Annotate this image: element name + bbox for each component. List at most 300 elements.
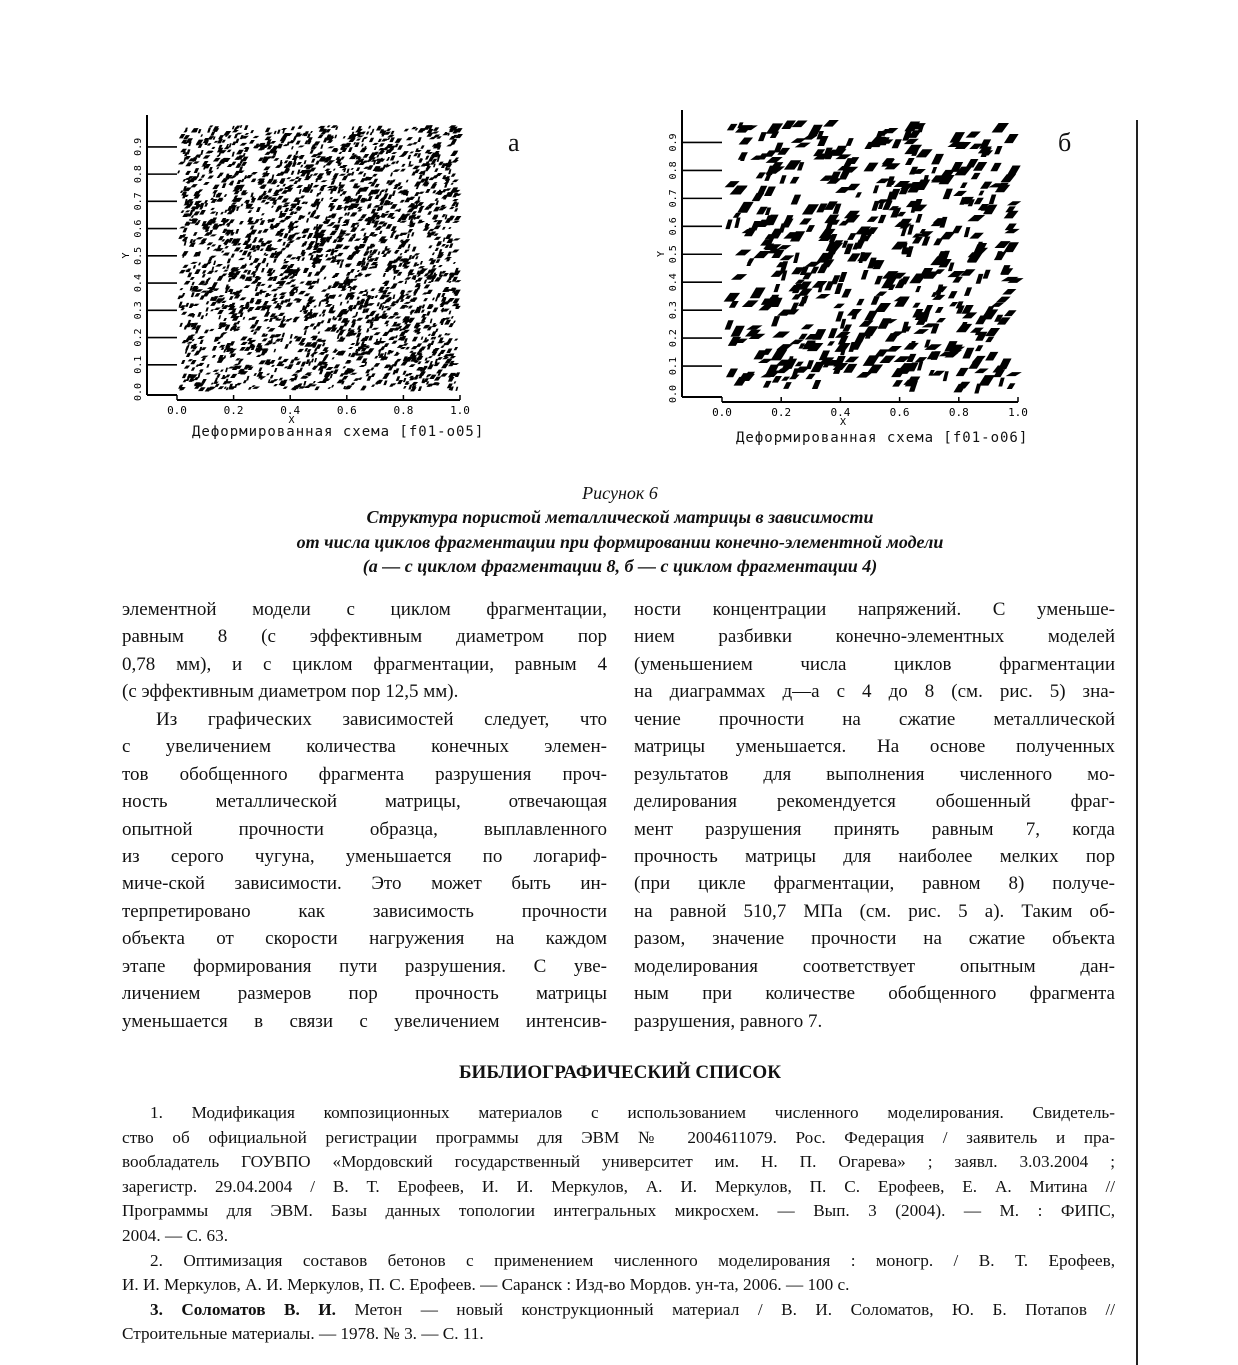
pore (266, 327, 270, 329)
pore (271, 365, 275, 367)
pore (330, 222, 336, 224)
pore (321, 289, 328, 291)
pore (428, 203, 436, 206)
pore (985, 352, 998, 361)
pore (289, 279, 296, 281)
pore (184, 365, 190, 368)
pore (249, 140, 255, 144)
pore (448, 169, 451, 174)
x-tick-label: 0.6 (336, 404, 357, 417)
panel-label-b: б (1058, 128, 1072, 157)
text-line: матрицы уменьшается. На основе полученных (634, 736, 1115, 758)
pore (366, 132, 369, 135)
pore (892, 380, 903, 386)
pore (283, 387, 288, 389)
pore (218, 315, 221, 319)
pore (731, 326, 745, 337)
pore (212, 346, 217, 351)
pore (405, 295, 412, 298)
pore (867, 217, 879, 222)
pore (316, 153, 324, 156)
pore (408, 255, 412, 260)
plot-svg (115, 115, 475, 425)
pore (342, 246, 350, 250)
pore (952, 277, 963, 283)
text-line: личением размеров пор прочность матрицы (122, 983, 607, 1005)
pore (440, 373, 448, 376)
pore (400, 362, 407, 366)
pore (432, 265, 436, 268)
pore (776, 344, 793, 349)
pore (206, 262, 212, 264)
pore (975, 345, 983, 351)
y-tick-label: 0.5 (668, 245, 679, 264)
pore (989, 194, 997, 204)
pore (236, 150, 244, 155)
pore (273, 294, 277, 298)
pore (769, 229, 784, 239)
pore (434, 237, 442, 240)
pore (207, 247, 211, 250)
pore (422, 340, 429, 342)
pore (265, 132, 273, 135)
pore (428, 229, 435, 231)
pore (956, 368, 969, 376)
pore (195, 237, 203, 239)
panel-b-title: Деформированная схема [f01-o06] (736, 430, 1029, 446)
pore (306, 218, 309, 222)
pore (316, 205, 319, 209)
pore (318, 302, 321, 307)
pore (339, 174, 347, 176)
pore (437, 357, 443, 360)
pore (219, 345, 226, 348)
pore (737, 202, 754, 213)
pore (182, 251, 189, 256)
pore (266, 263, 269, 267)
pore (432, 253, 435, 256)
text-line: разрушения, равного 7. (634, 1010, 823, 1032)
pore (223, 270, 229, 272)
pore (726, 368, 738, 377)
pore (363, 251, 370, 255)
pore (246, 352, 252, 355)
pore (416, 186, 419, 189)
pore (325, 304, 333, 307)
y-tick-label: 0.3 (668, 301, 679, 320)
pore (219, 334, 224, 337)
text-line: ность металлической матрицы, отвечающая (122, 791, 607, 813)
pore (351, 323, 356, 328)
x-axis-label: X (288, 415, 295, 426)
pore (277, 196, 284, 200)
pore (212, 282, 218, 287)
y-tick-label: 0.7 (668, 189, 679, 208)
pore (407, 165, 414, 167)
pore (277, 130, 281, 134)
pore (343, 136, 346, 138)
pore (307, 349, 312, 352)
pore (425, 166, 431, 169)
pore (186, 149, 190, 154)
pore (453, 262, 456, 264)
text-line: Программы для ЭВМ. Базы данных топологии интегральных микросхем. — Вып. 3 (2004). — М. : ФИПС, (122, 1201, 1115, 1221)
pore (781, 377, 790, 381)
pore (282, 205, 290, 207)
text-line: вообладатель ГОУВПО «Мордовский государственный университет им. Н. П. Огарева» ; заявл. 3.03.2004 ; (122, 1152, 1115, 1172)
pore (260, 220, 266, 225)
pore (218, 135, 224, 139)
pore (378, 139, 382, 142)
pore (299, 281, 305, 283)
pore (444, 183, 448, 188)
pore (731, 274, 747, 280)
pore (199, 210, 206, 215)
pore (448, 323, 454, 327)
pore (802, 204, 819, 214)
pore (212, 355, 217, 358)
text-line: прочность матрицы для наиболее мелких пор (634, 845, 1115, 867)
pore (369, 138, 374, 142)
pore (270, 338, 273, 342)
pore (267, 285, 272, 288)
pore (399, 332, 406, 337)
pore (425, 189, 430, 193)
pore (293, 233, 301, 235)
pore (217, 342, 221, 344)
x-tick-label: 0.8 (393, 404, 414, 417)
pore (974, 198, 984, 205)
pore (225, 368, 228, 373)
pore (291, 171, 295, 175)
pore (385, 287, 390, 289)
pore (418, 266, 425, 268)
pore (791, 138, 807, 143)
pore (222, 183, 227, 188)
pore (801, 324, 814, 329)
pore (224, 387, 227, 389)
pore (790, 177, 800, 184)
pore (241, 179, 245, 182)
pore (342, 176, 348, 181)
pore (191, 215, 194, 217)
pore (350, 227, 358, 232)
pore (206, 242, 213, 245)
pore (428, 356, 433, 358)
pore (283, 261, 290, 263)
pore (346, 272, 351, 276)
pore (859, 321, 874, 327)
pore (297, 349, 304, 352)
pore (263, 301, 269, 305)
pore (190, 277, 195, 280)
pore (293, 375, 298, 380)
pore (931, 154, 944, 164)
pore (892, 139, 902, 148)
text-line: из серого чугуна, уменьшается по логариф- (122, 845, 607, 867)
pore (215, 384, 220, 387)
text-line: мент разрушения принять равным 7, когда (634, 818, 1115, 840)
pore (998, 378, 1004, 387)
pore (217, 175, 221, 178)
pore (271, 298, 278, 301)
bib-item-3-author: 3. Соломатов В. И. (150, 1299, 336, 1319)
pore (333, 169, 336, 171)
pore (413, 253, 420, 255)
pore (416, 278, 423, 282)
pore (275, 210, 279, 212)
pore (264, 202, 270, 204)
pore (236, 321, 240, 323)
pore (364, 274, 372, 277)
text-line: (с эффективным диаметром пор 12,5 мм). (122, 681, 459, 703)
pore (342, 376, 349, 380)
pore (393, 294, 396, 299)
y-tick-label: 0.7 (133, 192, 144, 211)
pore (336, 330, 340, 333)
pore (414, 192, 419, 196)
pore (181, 210, 185, 212)
pore (733, 213, 742, 218)
x-axis-label: X (840, 417, 847, 428)
pore (964, 287, 972, 296)
pore (445, 245, 450, 248)
pore (203, 155, 211, 158)
pore (415, 256, 418, 259)
pore (304, 177, 311, 180)
pore (439, 350, 446, 354)
pore (260, 218, 263, 220)
pore (387, 135, 395, 138)
pore (432, 298, 435, 301)
pore (198, 263, 201, 266)
pore (1004, 134, 1019, 143)
pore (255, 287, 258, 291)
pore (373, 223, 378, 227)
pore (253, 373, 257, 376)
pore (983, 270, 991, 279)
pore (323, 356, 328, 360)
pore (431, 325, 437, 328)
pore (348, 147, 353, 152)
pore (191, 367, 195, 370)
pore (449, 243, 453, 248)
pore (385, 298, 393, 301)
pore (404, 129, 409, 132)
pore (357, 270, 360, 272)
pore (791, 303, 799, 310)
pore (281, 190, 289, 194)
pore (307, 212, 310, 215)
y-tick-label: 0.3 (133, 301, 144, 320)
pore (197, 220, 201, 222)
pore (227, 211, 234, 215)
pore (357, 207, 363, 209)
pore (194, 293, 200, 296)
pore (207, 175, 214, 178)
pore (296, 162, 302, 165)
pore (339, 194, 342, 196)
pore (779, 255, 794, 260)
pore (419, 206, 425, 209)
pore (433, 207, 440, 212)
pore (177, 170, 180, 173)
pore (391, 341, 397, 344)
pore (358, 171, 364, 174)
pore (386, 251, 392, 254)
text-line: 0,78 мм), и с циклом фрагментации, равным 4 (122, 653, 607, 675)
pore (204, 330, 209, 334)
pore (885, 333, 900, 342)
pore (250, 225, 255, 229)
pore (232, 130, 239, 132)
pore (758, 305, 774, 311)
pore (430, 319, 433, 324)
x-tick-label: 0.4 (280, 404, 301, 417)
pore (417, 361, 421, 364)
pore (949, 302, 958, 306)
pore (454, 216, 462, 220)
pore (213, 193, 216, 197)
pore (239, 297, 246, 300)
pore (197, 336, 205, 339)
text-line: уменьшается в связи с увеличением интенсив- (122, 1010, 607, 1032)
pore (254, 320, 259, 324)
pore-field (177, 125, 463, 391)
pore (431, 331, 437, 336)
pore (295, 237, 301, 240)
pore (831, 275, 841, 284)
pore (725, 320, 734, 329)
pore (725, 219, 732, 229)
pore (295, 141, 300, 145)
pore (223, 349, 226, 352)
pore (390, 156, 395, 161)
y-tick-label: 0.1 (668, 357, 679, 376)
pore (368, 254, 374, 256)
pore (442, 214, 446, 217)
pore (245, 133, 250, 135)
pore (331, 385, 334, 388)
pore (879, 356, 896, 363)
pore (405, 280, 408, 284)
caption-line: (а — с циклом фрагментации 8, б — с циклом фрагментации 4) (362, 556, 878, 576)
pore (240, 265, 248, 269)
figure-number: Рисунок 6 (582, 483, 658, 503)
pore (179, 288, 183, 290)
pore (390, 234, 394, 238)
pore (915, 214, 922, 223)
pore (239, 221, 244, 224)
pore (409, 364, 416, 367)
pore (312, 352, 319, 354)
pore (253, 278, 259, 283)
pore (795, 143, 811, 148)
pore (1007, 383, 1016, 389)
pore (429, 137, 437, 139)
pore (372, 143, 379, 145)
pore (333, 369, 339, 373)
pore (765, 168, 783, 174)
pore (210, 302, 217, 306)
pore (236, 180, 241, 184)
pore (278, 313, 285, 316)
pore (399, 155, 407, 157)
figure-panel-b (656, 112, 1040, 432)
text-line: 2004. — С. 63. (122, 1225, 228, 1245)
y-tick-label: 0.8 (133, 165, 144, 184)
pore (206, 364, 209, 367)
pore (320, 180, 327, 182)
pore (286, 303, 294, 307)
pore (249, 263, 254, 266)
pore (904, 145, 922, 154)
y-axis-label: Y (656, 250, 667, 257)
pore (205, 373, 211, 375)
pore (244, 285, 251, 288)
pore (379, 143, 385, 146)
pore (450, 153, 457, 156)
pore (179, 270, 186, 274)
pore (779, 175, 786, 183)
pore (905, 158, 915, 165)
pore (363, 173, 366, 176)
pore (402, 371, 406, 375)
pore (391, 226, 397, 231)
pore (361, 144, 364, 147)
pore (451, 173, 456, 176)
pore (390, 204, 398, 209)
pore (289, 211, 294, 215)
pore (360, 214, 367, 218)
pore (323, 165, 326, 167)
text-line: Из графических зависимостей следует, что (156, 708, 607, 730)
pore (332, 350, 338, 353)
pore (854, 333, 867, 343)
pore (384, 321, 389, 324)
pore (202, 270, 207, 273)
pore (299, 310, 302, 312)
pore (319, 314, 322, 316)
pore (985, 337, 994, 342)
pore (284, 344, 289, 349)
pore (209, 256, 217, 258)
pore (356, 356, 364, 360)
pore (752, 193, 765, 201)
pore (935, 307, 944, 313)
pore (198, 242, 206, 244)
pore (356, 138, 361, 140)
pore (923, 305, 933, 313)
pore (391, 283, 398, 288)
text-line: объекта от скорости нагружения на каждом (122, 928, 607, 950)
pore (356, 318, 363, 321)
pore (383, 273, 386, 277)
pore (263, 167, 270, 171)
pore (327, 387, 331, 389)
pore (339, 373, 344, 376)
pore (805, 262, 822, 267)
pore (1006, 372, 1022, 376)
pore (806, 225, 815, 232)
pore (289, 179, 296, 181)
pore (230, 374, 237, 378)
pore (235, 133, 243, 135)
pore (261, 200, 267, 203)
pore (966, 131, 981, 137)
pore (363, 154, 370, 158)
pore (753, 251, 770, 258)
